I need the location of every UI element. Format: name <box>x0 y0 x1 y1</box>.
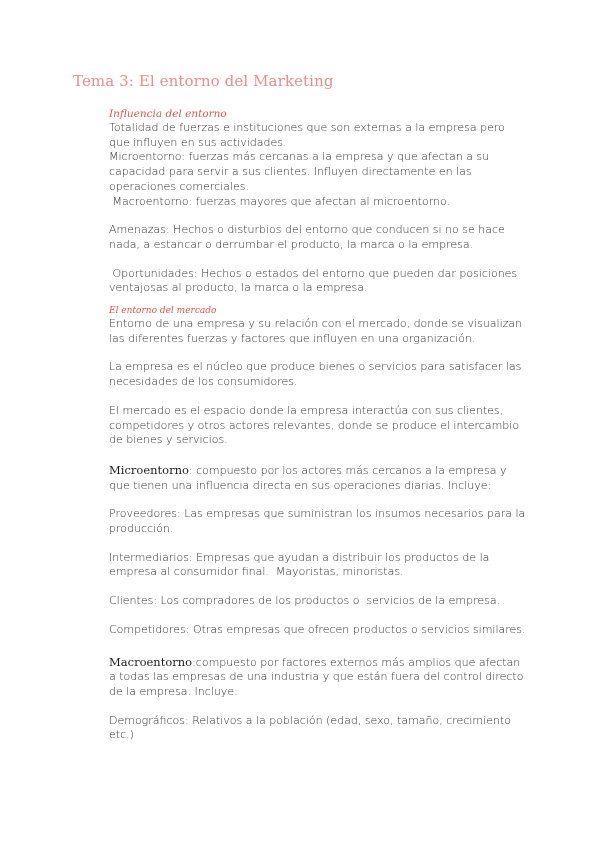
paragraph-macroentorno-def: Macroentorno:compuesto por factores externos más amplios que afectan a todas las empresas de una industria y que están fuera del control directo de la empresa. Incluye: <box>109 654 524 698</box>
paragraph-microentorno-def: Microentorno: compuesto por los actores más cercanos a la empresa y que tienen una influencia directa en sus operaciones diarias. Incluye: <box>109 462 507 492</box>
paragraph-empresa: La empresa es el núcleo que produce bienes o servicios para satisfacer las necesidades de los consumidores. <box>109 360 522 389</box>
macroentorno-def-text: compuesto por factores externos más amplios que afectan a todas las empresas de una industria y que están fuera del control directo de la empresa. Incluye: <box>109 655 524 698</box>
term-microentorno: Microentorno <box>109 462 189 477</box>
paragraph-macroentorno: Macroentorno: fuerzas mayores que afectan al microentorno. <box>109 194 451 208</box>
term-macroentorno: Macroentorno <box>109 654 193 669</box>
microentorno-def-text: compuesto por los actores más cercanos a la empresa y que tienen una influencia directa en sus operaciones diarias. Incluye: <box>109 463 507 492</box>
paragraph-oportunidades: Oportunidades: Hechos o estados del entorno que pueden dar posiciones ventajosas al producto, la marca o la empresa. <box>109 266 521 295</box>
page-title: Tema 3: El entorno del Marketing <box>73 72 334 90</box>
paragraph-demograficos: Demográficos: Relativos a la población (edad, sexo, tamaño, crecimiento etc.) <box>109 713 511 742</box>
paragraph-definicion-entorno: Totalidad de fuerzas e instituciones que son externas a la empresa pero que influyen en sus actividades. <box>109 121 505 149</box>
paragraph-clientes: Clientes: Los compradores de los productos o servicios de la empresa. <box>109 594 501 608</box>
paragraph-competidores: Competidores: Otras empresas que ofrecen productos o servicios similares. <box>109 622 526 636</box>
paragraph-amenazas: Amenazas: Hechos o disturbios del entorno que conducen si no se hace nada, a estancar o derrumbar el producto, la marca o la empresa. <box>109 223 505 251</box>
section-heading-mercado: El entorno del mercado <box>109 306 217 317</box>
section-heading-influencia: Influencia del entorno <box>109 108 227 120</box>
paragraph-mercado: El mercado es el espacio donde la empresa interactúa con sus clientes, competidores y otros actores relevantes, donde se produce el intercambio de bienes y servicios. <box>109 403 520 447</box>
paragraph-entorno-empresa: Entorno de una empresa y su relación con el mercado, donde se visualizan las diferentes fuerzas y factores que influyen en una organización. <box>109 317 523 345</box>
document-body <box>109 108 529 743</box>
paragraph-proveedores: Proveedores: Las empresas que suministran los insumos necesarios para la producción. <box>109 507 526 536</box>
paragraph-microentorno: Microentorno: fuerzas más cercanas a la empresa y que afectan a su capacidad para servir a sus clientes. Influyen directamente en las operaciones comerciales. <box>109 150 490 193</box>
paragraph-intermediarios: Intermediarios: Empresas que ayudan a distribuir los productos de la empresa al consumidor final. Mayoristas, minoristas. <box>109 550 493 579</box>
